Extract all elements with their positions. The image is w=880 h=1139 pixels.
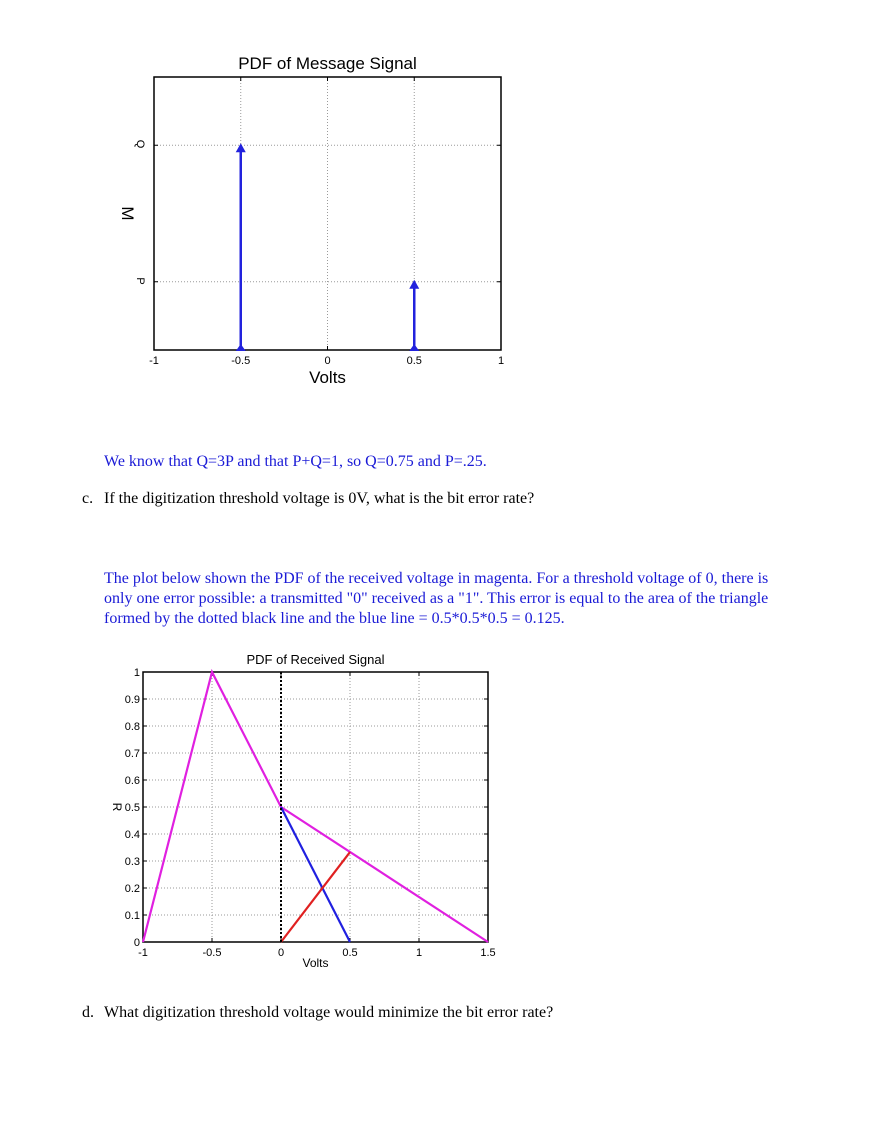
x-tick-label: 1	[497, 355, 505, 367]
x-axis-label: Volts	[302, 956, 329, 970]
y-tick-label: 0.2	[124, 883, 140, 895]
x-tick-label: -1	[149, 355, 159, 367]
x-tick-label: 1.5	[480, 947, 496, 959]
y-tick-label: 0.3	[124, 856, 140, 868]
series-line	[281, 807, 350, 942]
y-axis-label: R	[110, 802, 124, 812]
question-c: If the digitization threshold voltage is 0V, what is the bit error rate?	[104, 490, 535, 507]
y-tick-label: 0.9	[124, 694, 140, 706]
answer-c-line-3: formed by the dotted black line and the blue line = 0.5*0.5*0.5 = 0.125.	[104, 610, 565, 627]
y-tick-label: P	[134, 277, 146, 285]
answer-b: We know that Q=3P and that P+Q=1, so Q=0.75 and P=.25.	[104, 453, 487, 470]
x-tick-label: 0.5	[406, 355, 422, 367]
y-tick-label: 0.8	[124, 721, 140, 733]
x-tick-label: 1	[415, 947, 423, 959]
chart-title: PDF of Received Signal	[246, 652, 385, 667]
y-tick-label: 0	[133, 937, 140, 949]
question-d-marker: d.	[82, 1004, 94, 1021]
question-d: What digitization threshold voltage would minimize the bit error rate?	[104, 1004, 554, 1021]
series-line	[281, 852, 350, 942]
chart-title: PDF of Message Signal	[238, 54, 417, 73]
x-tick-label: 0.5	[342, 947, 358, 959]
answer-c-line-1: The plot below shown the PDF of the received voltage in magenta. For a threshold voltage of 0, there is	[104, 570, 769, 587]
y-tick-label: 0.5	[124, 802, 140, 814]
x-tick-label: -0.5	[231, 355, 251, 367]
x-tick-label: -0.5	[202, 947, 222, 959]
answer-c-line-2: only one error possible: a transmitted "0" received as a "1". This error is equal to the area of the triangle	[104, 590, 769, 607]
y-tick-label: 1	[133, 667, 140, 679]
x-tick-label: 0	[277, 947, 285, 959]
y-tick-label: 0.6	[124, 775, 140, 787]
y-tick-label: 0.4	[124, 829, 140, 841]
y-axis-label: M	[118, 206, 137, 221]
y-tick-label: 0.1	[124, 910, 140, 922]
x-tick-label: -1	[138, 947, 148, 959]
x-axis-label: Volts	[309, 368, 346, 387]
y-tick-label: Q	[134, 139, 146, 149]
question-c-marker: c.	[82, 490, 94, 507]
y-tick-label: 0.7	[124, 748, 140, 760]
x-tick-label: 0	[324, 355, 331, 367]
